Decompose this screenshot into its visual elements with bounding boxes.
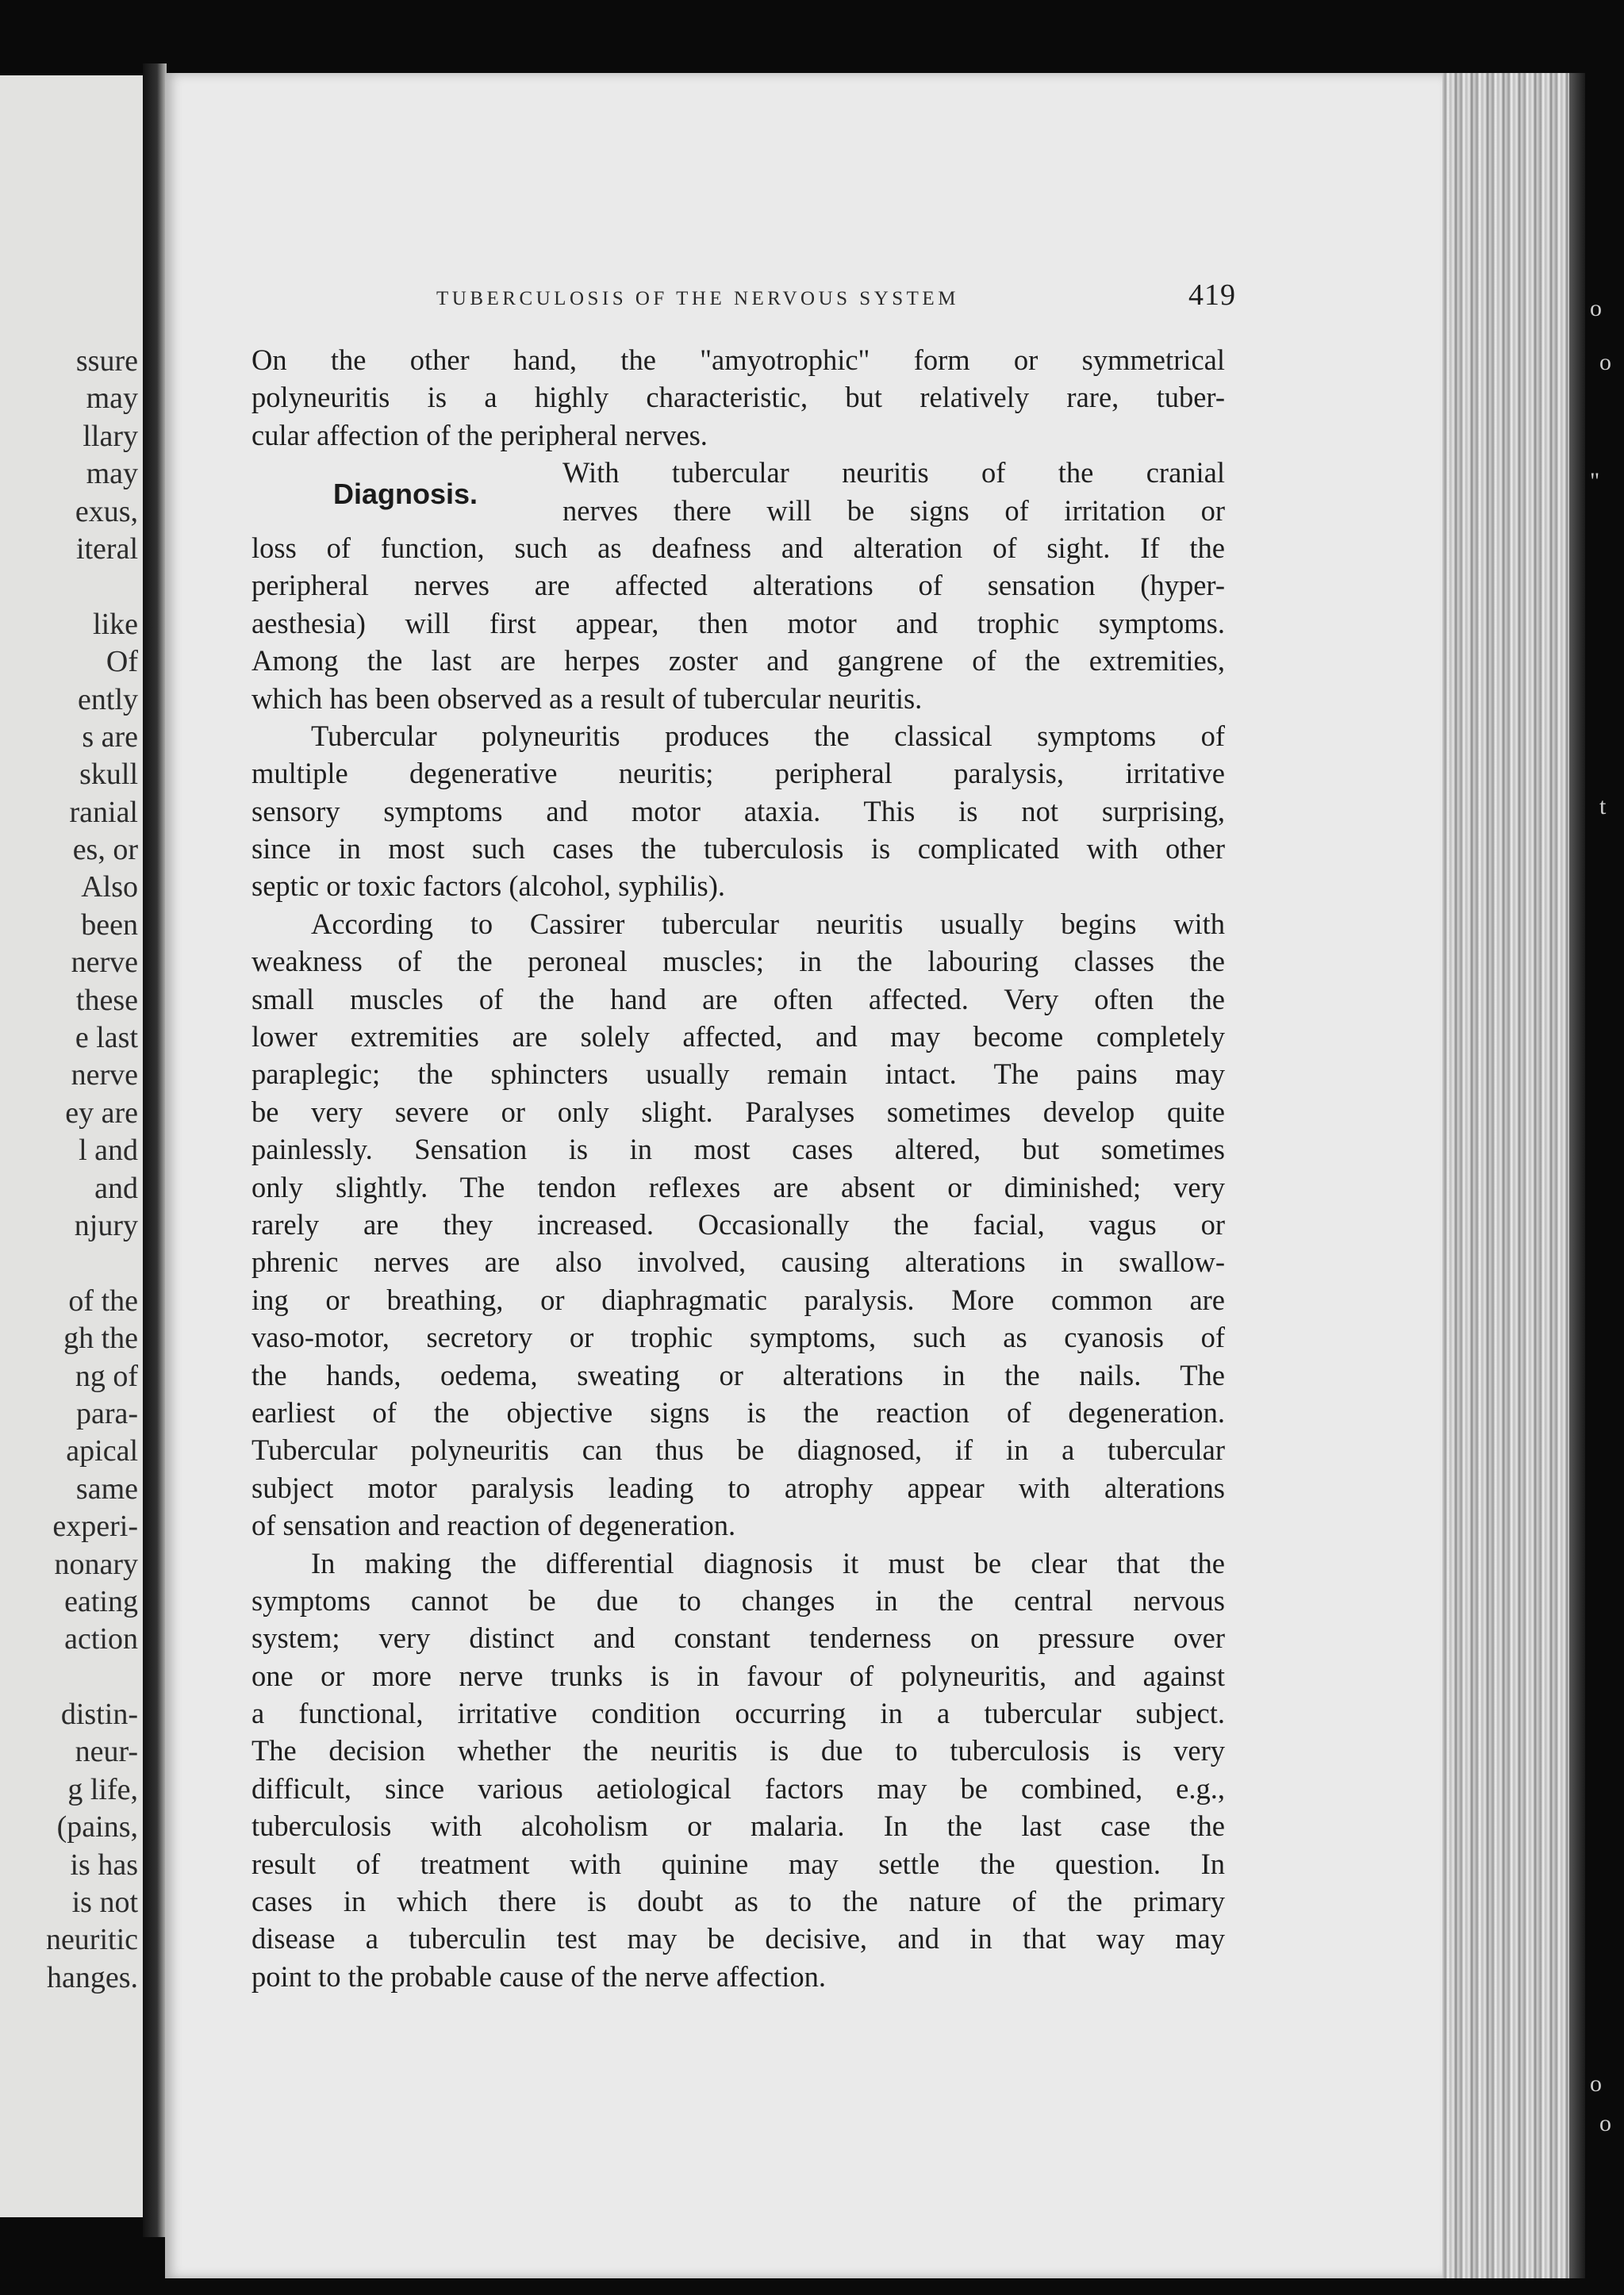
- left-page-fragment: these: [75, 983, 138, 1017]
- left-page-fragment: may: [86, 457, 138, 491]
- left-page-fragment: [3, 1245, 138, 1282]
- left-page-fragment: ssure: [75, 344, 138, 378]
- left-page-fragment: distin-: [60, 1698, 138, 1732]
- left-page-fragment: iteral: [75, 532, 138, 566]
- left-page-fragment: s are: [82, 720, 138, 754]
- text-line: a functional, irritative condition occurring in a tubercular subject.: [251, 1697, 1225, 1730]
- text-line: septic or toxic factors (alcohol, syphilis).: [251, 869, 726, 903]
- left-page-fragment: para-: [75, 1396, 138, 1430]
- left-page-fragment: Of: [106, 645, 138, 679]
- left-page-fragment: exus,: [75, 494, 138, 528]
- left-page-fragment: experi-: [52, 1510, 138, 1544]
- body-text: [251, 341, 1225, 1995]
- text-line: cular affection of the peripheral nerves.: [251, 418, 708, 451]
- text-line: be very severe or only slight. Paralyses sometimes develop quite: [251, 1095, 1225, 1128]
- text-line: According to Cassirer tubercular neuritis usually begins with: [311, 907, 1225, 940]
- paragraph-2-beside-heading: [562, 454, 1225, 529]
- text-line: ing or breathing, or diaphragmatic paralysis. More common are: [251, 1283, 1225, 1316]
- left-page-fragment: ng of: [75, 1359, 138, 1393]
- text-line: Tubercular polyneuritis produces the classical symptoms of: [311, 719, 1225, 752]
- page-header: [270, 278, 1236, 313]
- left-page-fragment: is has: [70, 1848, 138, 1882]
- left-page-fragment: g life,: [67, 1772, 138, 1806]
- book-gutter: [143, 63, 167, 2237]
- text-line: nerves there will be signs of irritation or: [562, 493, 1225, 527]
- text-line: the hands, oedema, sweating or alterations in the nails. The: [251, 1358, 1225, 1391]
- left-page-fragment: (pains,: [56, 1810, 138, 1844]
- left-page-fragment: is not: [71, 1886, 138, 1920]
- left-page-fragment: ently: [78, 682, 138, 716]
- paragraph-1: [251, 341, 1225, 454]
- text-line: tuberculosis with alcoholism or malaria. In the last case the: [251, 1810, 1225, 1843]
- left-page-fragment: eating: [64, 1584, 138, 1618]
- running-head: TUBERCULOSIS OF THE NERVOUS SYSTEM: [436, 288, 959, 309]
- left-page-fragment: may: [86, 382, 138, 416]
- left-page-fragment: nonary: [54, 1547, 138, 1581]
- paragraph-4: [251, 905, 1225, 1545]
- text-line: only slightly. The tendon reflexes are absent or diminished; very: [251, 1170, 1225, 1203]
- text-line: On the other hand, the "amyotrophic" form or symmetrical: [251, 343, 1225, 376]
- text-line: difficult, since various aetiological factors may be combined, e.g.,: [251, 1771, 1225, 1805]
- text-line: paraplegic; the sphincters usually remain intact. The pains may: [251, 1057, 1225, 1091]
- text-line: aesthesia) will first appear, then motor and trophic symptoms.: [251, 606, 1225, 639]
- edge-mark: o: [1599, 2110, 1611, 2136]
- text-line: point to the probable cause of the nerve affection.: [251, 1959, 826, 1993]
- text-line: one or more nerve trunks is in favour of polyneuritis, and against: [251, 1659, 1225, 1692]
- page-edges: [1442, 73, 1569, 2278]
- text-line: In making the differential diagnosis it must be clear that the: [311, 1546, 1225, 1579]
- paragraph-3: [251, 717, 1225, 905]
- text-line: The decision whether the neuritis is due to tuberculosis is very: [251, 1734, 1225, 1767]
- page-edges-shadow: [1569, 73, 1585, 2278]
- left-page-fragment: ranial: [69, 795, 138, 829]
- left-page-fragment: njury: [74, 1208, 138, 1242]
- left-page-fragment: nerve: [71, 946, 138, 980]
- paragraph-5: [251, 1545, 1225, 1996]
- left-page-fragment: neuritic: [45, 1923, 138, 1957]
- text-line: symptoms cannot be due to changes in the central nervous: [251, 1583, 1225, 1617]
- text-line: polyneuritis is a highly characteristic, but relatively rare, tuber-: [251, 381, 1225, 414]
- side-heading-diagnosis: Diagnosis.: [333, 478, 478, 510]
- left-page-fragment: nerve: [71, 1058, 138, 1092]
- text-line: Among the last are herpes zoster and gangrene of the extremities,: [251, 644, 1225, 677]
- text-line: since in most such cases the tuberculosis is complicated with other: [251, 832, 1225, 865]
- text-line: which has been observed as a result of tubercular neuritis.: [251, 681, 923, 715]
- left-page-fragment: [3, 568, 138, 605]
- left-page-text-fragments: [3, 343, 138, 1997]
- left-page-fragment: gh the: [63, 1322, 138, 1356]
- text-line: painlessly. Sensation is in most cases altered, but sometimes: [251, 1133, 1225, 1166]
- left-page-fragment: Also: [81, 870, 138, 904]
- paragraph-2: [251, 529, 1225, 717]
- left-page-fragment: action: [64, 1622, 138, 1656]
- left-page-fragment: of the: [68, 1284, 138, 1318]
- text-line: sensory symptoms and motor ataxia. This is not surprising,: [251, 794, 1225, 827]
- text-line: phrenic nerves are also involved, causing alterations in swallow-: [251, 1245, 1225, 1279]
- left-page-fragment: hanges.: [46, 1960, 138, 1994]
- left-page-fragment: [3, 1659, 138, 1696]
- text-line: cases in which there is doubt as to the nature of the primary: [251, 1885, 1225, 1918]
- left-page-fragment: and: [94, 1171, 138, 1205]
- left-page-fragment: llary: [83, 419, 138, 453]
- text-line: result of treatment with quinine may settle the question. In: [251, 1847, 1225, 1880]
- left-page-fragment: apical: [66, 1434, 138, 1468]
- text-line: of sensation and reaction of degeneration.: [251, 1509, 736, 1542]
- left-page-fragment: same: [75, 1472, 138, 1506]
- left-page-fragment: skull: [79, 758, 138, 792]
- text-line: peripheral nerves are affected alterations of sensation (hyper-: [251, 569, 1225, 602]
- text-line: rarely are they increased. Occasionally the facial, vagus or: [251, 1207, 1225, 1241]
- text-line: disease a tuberculin test may be decisive, and in that way may: [251, 1922, 1225, 1955]
- left-page-fragment: l and: [79, 1134, 138, 1168]
- edge-mark: o: [1590, 295, 1602, 321]
- text-line: earliest of the objective signs is the reaction of degeneration.: [251, 1395, 1225, 1429]
- text-line: vaso-motor, secretory or trophic symptoms, such as cyanosis of: [251, 1321, 1225, 1354]
- text-line: system; very distinct and constant tenderness on pressure over: [251, 1621, 1225, 1655]
- edge-mark: t: [1599, 793, 1607, 819]
- edge-mark: ": [1590, 468, 1600, 494]
- text-line: multiple degenerative neuritis; peripheral paralysis, irritative: [251, 757, 1225, 790]
- page-number: 419: [1188, 278, 1236, 312]
- text-line: weakness of the peroneal muscles; in the labouring classes the: [251, 945, 1225, 978]
- edge-marks: [1587, 0, 1624, 2295]
- text-line: lower extremities are solely affected, and may become completely: [251, 1020, 1225, 1053]
- left-page-fragment: neur-: [75, 1735, 138, 1769]
- text-line: Tubercular polyneuritis can thus be diagnosed, if in a tubercular: [251, 1433, 1225, 1467]
- left-page-fragment: like: [93, 607, 138, 641]
- left-page-fragment: e last: [75, 1021, 138, 1055]
- left-facing-page: [0, 75, 148, 2217]
- text-line: subject motor paralysis leading to atrophy appear with alterations: [251, 1471, 1225, 1504]
- edge-mark: o: [1599, 349, 1611, 375]
- edge-mark: o: [1590, 2070, 1602, 2097]
- left-page-fragment: ey are: [65, 1096, 138, 1130]
- left-page-fragment: es, or: [72, 833, 138, 867]
- text-line: With tubercular neuritis of the cranial: [562, 456, 1225, 489]
- text-line: loss of function, such as deafness and alteration of sight. If the: [251, 531, 1225, 564]
- left-page-fragment: been: [81, 908, 138, 942]
- text-line: small muscles of the hand are often affected. Very often the: [251, 982, 1225, 1015]
